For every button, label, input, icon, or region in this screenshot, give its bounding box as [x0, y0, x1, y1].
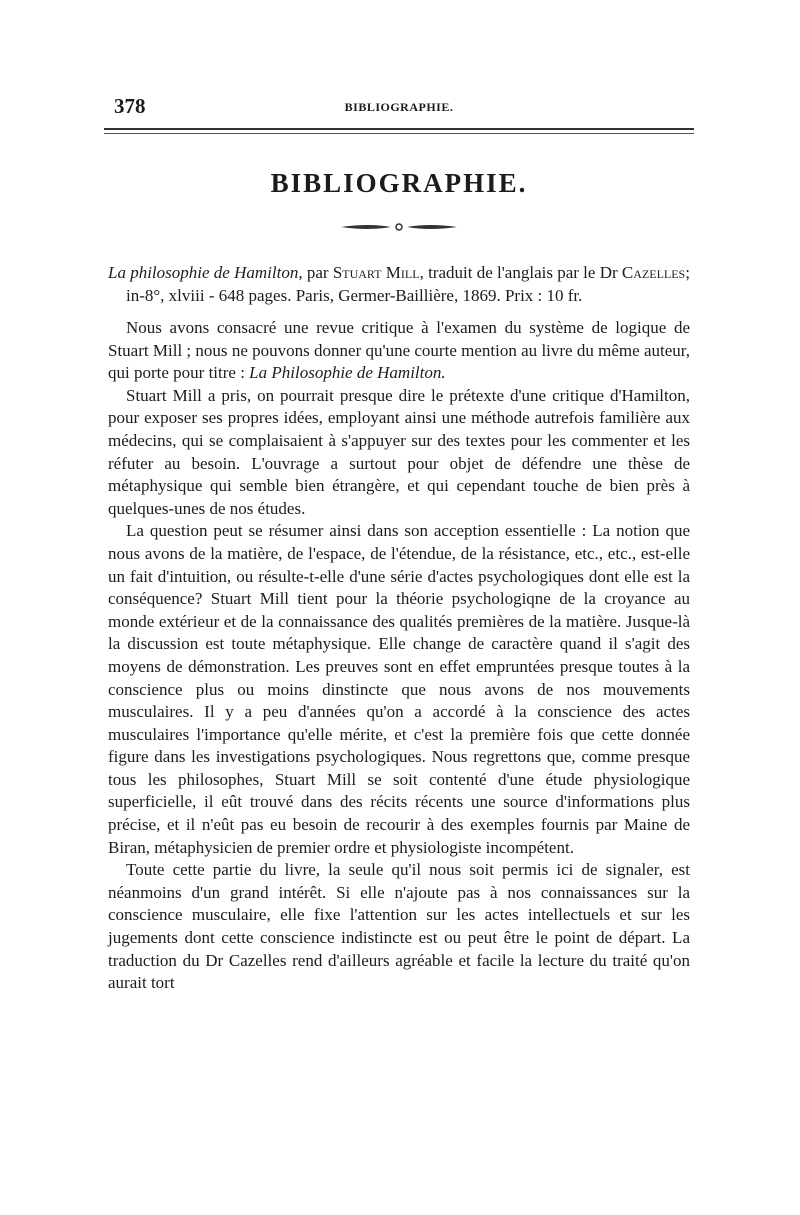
running-title: BIBLIOGRAPHIE.: [344, 100, 454, 114]
page-number: 378: [114, 94, 146, 118]
publication-details: ; in-8°, xlviii - 648 pages. Paris, Germer-Baillière, 1869. Prix : 10 fr.: [126, 263, 690, 305]
paragraph-1-text: Nous avons consacré une revue critique à l'examen du système de logique de Stuart Mill ; nous ne pouvons donner qu'une courte mention au livre du même auteur, qui porte pour titre :: [108, 318, 690, 383]
running-head: [104, 88, 694, 118]
paragraph-2: Stuart Mill a pris, on pourrait presque dire le prétexte d'une critique d'Hamilton, pour exposer ses propres idées, employant ainsi une méthode autrefois familière aux médecins, qui se complaisaient à s'appuyer sur des textes pour les commenter et les réfuter au besoin. L'ouvrage a surtout pour objet de défendre une thèse de métaphysique qui semble bien étrangère, et qui cependant touche de bien près à quelques-unes de nos études.: [108, 385, 690, 518]
book-page: [104, 88, 694, 995]
paragraph-1: [108, 317, 690, 385]
paragraph-3: La question peut se résumer ainsi dans son acception essentielle : La notion que nous avons de la matière, de l'espace, de l'étendue, de la résistance, etc., etc., est-elle un fait d'intuition, ou résulte-t-elle d'une série d'actes psychologiques dont elle est la conséquence? Stuart Mill tient pour la théorie psychologiqne de la croyance au monde extérieur et de la connaissance des qualités premières de la matière. Jusque-là la discussion est toute métaphysique. Elle change de caractère quand il s'agit des moyens de démonstration. Les preuves sont en effet empruntées presque toutes à la conscience plus ou moins dinstincte que nous avons de nos mouvements musculaires. Il y a peu d'années qu'on a accordé à la conscience des actes musculaires l'importance qu'elle mérite, et c'est la première fois que cette donnée figure dans les investigations psychologiques. Nous regrettons que, comme presque tous les philosophes, Stuart Mill se soit contenté d'une étude physiologique superficielle, il eût trouvé dans des récits récents une source d'informations plus précise, et il n'eût pas eu besoin de recourir à des exemples fournis par Maine de Biran, métaphysicien de premier ordre et physiologiste incompétent.: [108, 521, 690, 857]
translator-name: Cazelles: [621, 263, 686, 282]
header-rule: [104, 128, 694, 134]
section-title: BIBLIOGRAPHIE.: [270, 168, 528, 198]
ornament-divider-icon: [339, 221, 459, 233]
work-title: La philosophie de Hamilton: [108, 263, 299, 282]
author-name: Stuart Mill: [332, 263, 420, 282]
review-body: [104, 317, 694, 995]
paragraph-1-title: La Philosophie de Hamilton.: [249, 363, 446, 383]
paragraph-4: Toute cette partie du livre, la seule qu'il nous soit permis ici de signaler, est néanmoins d'un grand intérêt. Si elle n'ajoute pas à nos connaissances sur la conscience musculaire, elle fixe l'attention sur les actes intellectuels et sur les jugements dont cette conscience indistincte est ou peut être le point de départ. La traduction du Dr Cazelles rend d'ailleurs agréable et facile la lecture du traité qu'on aurait tort: [108, 860, 690, 993]
bibliographic-reference: La philosophie de Hamilton, par Stuart Mill, traduit de l'anglais par le Dr Cazelles; in-8°, xlviii - 648 pages. Paris, Germer-Baillière, 1869. Prix : 10 fr.: [108, 263, 690, 305]
translator-text: , traduit de l'anglais par le Dr: [419, 263, 622, 282]
